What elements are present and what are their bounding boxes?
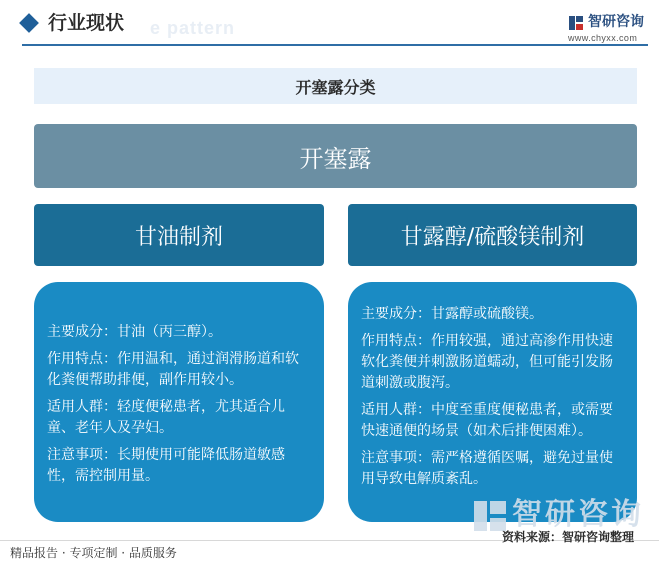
detail-feature: 作用特点：作用温和，通过润滑肠道和软化粪便帮助排便，副作用较小。 (47, 351, 299, 388)
detail-panel-mannitol (348, 282, 637, 522)
header-divider (22, 44, 648, 46)
footer-source: 资料来源：智研咨询整理 (502, 530, 635, 544)
category-label: 甘油制剂 (134, 224, 223, 250)
brand-name: 智研咨询 (588, 14, 644, 30)
detail-caution: 注意事项：长期使用可能降低肠道敏感性，需控制用量。 (47, 447, 285, 484)
category-node-glycerin (34, 204, 324, 266)
category-label: 甘露醇/硫酸镁制剂 (400, 224, 585, 250)
page-title: 行业现状 (48, 12, 125, 34)
detail-audience: 适用人群：轻度便秘患者，尤其适合儿童、老年人及孕妇。 (47, 399, 285, 436)
detail-feature: 作用特点：作用较强，通过高渗作用快速软化粪便并刺激肠道蠕动，但可能引发肠道刺激或腹泻。 (361, 333, 613, 391)
detail-audience: 适用人群：中度至重度便秘患者，或需要快速通便的场景（如术后排便困难）。 (361, 402, 613, 439)
section-banner-title: 开塞露分类 (295, 77, 376, 97)
header-watermark-text: e pattern (150, 18, 236, 38)
root-node-label: 开塞露 (299, 144, 372, 173)
detail-panel-glycerin (34, 282, 324, 522)
detail-ingredient: 主要成分：甘露醇或硫酸镁。 (361, 306, 543, 322)
brand-logo-icon (568, 15, 584, 31)
header-diamond-icon (19, 13, 39, 33)
root-node (34, 124, 637, 188)
detail-ingredient: 主要成分：甘油（丙三醇）。 (47, 324, 222, 340)
brand-url[interactable]: www.chyxx.com (568, 33, 638, 43)
section-banner (34, 68, 637, 104)
category-node-mannitol (348, 204, 637, 266)
footer-slogan: 精品报告 · 专项定制 · 品质服务 (10, 546, 177, 560)
detail-caution: 注意事项：需严格遵循医嘱，避免过量使用导致电解质紊乱。 (361, 450, 613, 487)
watermark-text: 智研咨询 (512, 497, 644, 532)
